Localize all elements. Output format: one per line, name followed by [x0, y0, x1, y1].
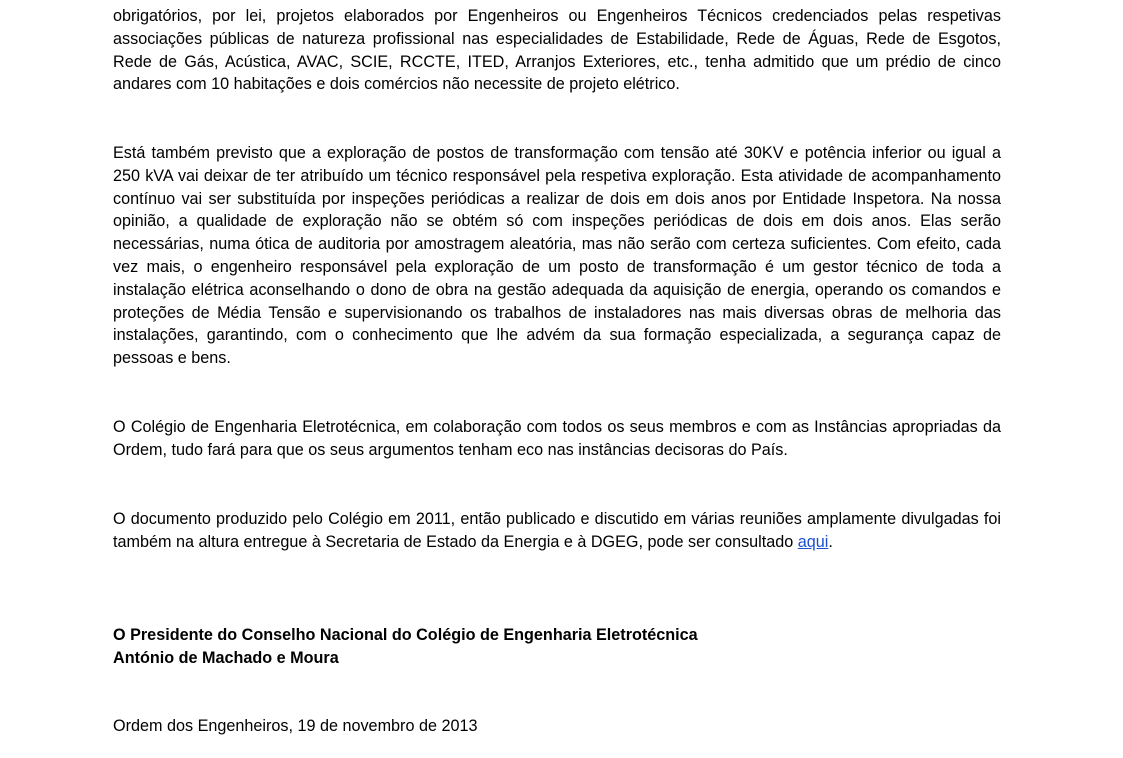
consult-document-link[interactable]: aqui: [797, 532, 829, 551]
paragraph-document-2011-end: .: [828, 532, 833, 551]
paragraph-document-2011-text: O documento produzido pelo Colégio em 2011, então publicado e discutido em várias reuniões amplamente divulgadas foi também na altura entregue à Secretaria de Estado da Energia e à DGEG, pode ser consultado: [113, 510, 1001, 551]
paragraph-document-2011: [113, 508, 1001, 554]
paragraph-college-commitment: O Colégio de Engenharia Eletrotécnica, em colaboração com todos os seus membros e com as Instâncias apropriadas da Ordem, tudo fará para que os seus argumentos tenham eco nas instâncias decisoras do País.: [113, 418, 1001, 459]
paragraph-projects: obrigatórios, por lei, projetos elaborados por Engenheiros ou Engenheiros Técnicos credenciados pelas respetivas associações públicas de natureza profissional nas especialidades de Estabilidade, Rede de Águas, Rede de Esgotos, Rede de Gás, Acústica, AVAC, SCIE, RCCTE, ITED, Arranjos Exteriores, etc., tenha admitido que um prédio de cinco andares com 10 habitações e dois comércios não necessite de projeto elétrico.: [113, 7, 1001, 94]
signature-name: António de Machado e Moura: [113, 648, 339, 667]
date-line: Ordem dos Engenheiros, 19 de novembro de 2013: [113, 717, 478, 735]
signature-block: [113, 624, 1001, 670]
paragraph-transformation-posts: Está também previsto que a exploração de postos de transformação com tensão até 30KV e potência inferior ou igual a 250 kVA vai deixar de ter atribuído um técnico responsável pela respetiva exploração. Esta atividade de acompanhamento contínuo vai ser substituída por inspeções periódicas a realizar de dois em dois anos por Entidade Inspetora. Na nossa opinião, a qualidade de exploração não se obtém só com inspeções periódicas de dois em dois anos. Elas serão necessárias, numa ótica de auditoria por amostragem aleatória, mas não serão com certeza suficientes. Com efeito, cada vez mais, o engenheiro responsável pela exploração de um posto de transformação é um gestor técnico de toda a instalação elétrica aconselhando o dono de obra na gestão adequada da aquisição de energia, operando os comandos e proteções de Média Tensão e supervisionando os trabalhos de instaladores nas mais diversas obras de melhoria das instalações, garantindo, com o conhecimento que lhe advém da sua formação especializada, a segurança capaz de pessoas e bens.: [113, 144, 1001, 368]
signature-title: O Presidente do Conselho Nacional do Colégio de Engenharia Eletrotécnica: [113, 626, 698, 644]
